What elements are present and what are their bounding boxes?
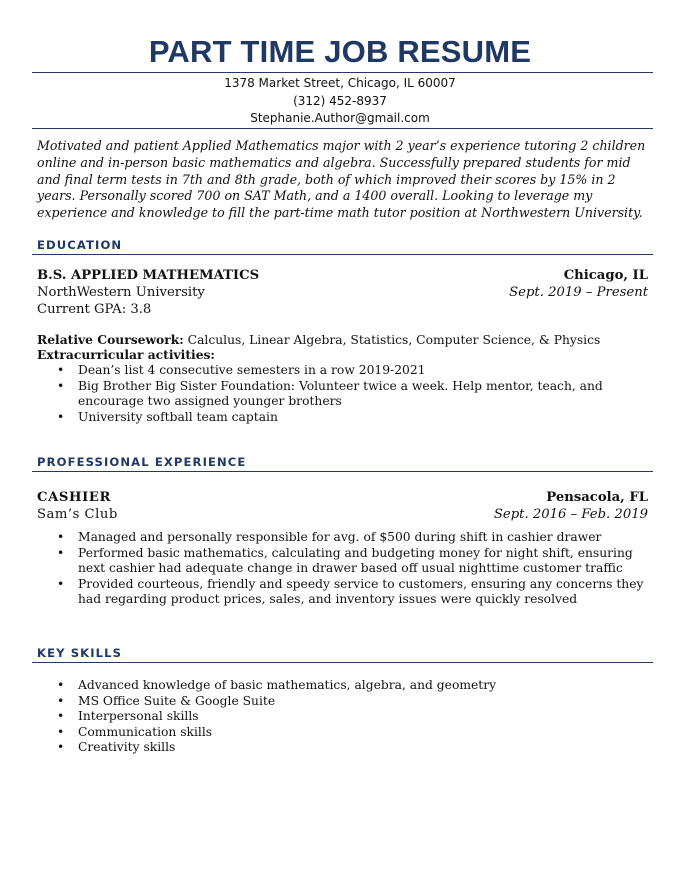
education-degree-row: [37, 267, 648, 284]
resume-title: PART TIME JOB RESUME: [148, 34, 532, 69]
bullet-icon: •: [57, 740, 65, 755]
degree-name: B.S. APPLIED MATHEMATICS: [37, 268, 260, 283]
contact-divider: [32, 128, 653, 129]
bullet-icon: •: [57, 724, 65, 739]
list-item: [37, 363, 648, 379]
education-school-row: [37, 284, 648, 301]
job-location: Pensacola, FL: [546, 490, 648, 505]
bullet-icon: •: [57, 409, 65, 424]
bullet-icon: •: [57, 709, 65, 724]
bullet-icon: •: [57, 363, 65, 377]
activities-list: [37, 363, 648, 425]
list-item: [37, 379, 648, 410]
list-item: [37, 678, 648, 694]
skill-text: MS Office Suite & Google Suite: [78, 693, 276, 708]
skill-text: Creativity skills: [78, 740, 176, 755]
experience-title-row: [37, 489, 648, 506]
experience-bullet-text: Performed basic mathematics, calculating and budgeting money for night shift, ensuring next cashier had adequate change in drawer based off usual nighttime customer traffic: [78, 545, 633, 576]
experience-employer-row: [37, 506, 648, 523]
education-location: Chicago, IL: [563, 268, 648, 283]
coursework-line: [37, 332, 648, 348]
skills-divider: [32, 662, 653, 663]
skill-text: Interpersonal skills: [78, 709, 199, 724]
list-item: [37, 530, 648, 546]
contact-address: 1378 Market Street, Chicago, IL 60007: [224, 76, 456, 90]
list-item: [37, 725, 648, 741]
contact-phone: (312) 452-8937: [293, 94, 387, 108]
education-divider: [32, 254, 653, 255]
title-divider: [32, 72, 653, 73]
bullet-icon: •: [57, 378, 65, 393]
experience-bullet-text: Provided courteous, friendly and speedy service to customers, ensuring any concerns they had regarding product prices, sales, and inventory issues were quickly resolved: [78, 576, 644, 607]
section-heading-experience: PROFESSIONAL EXPERIENCE: [37, 455, 247, 469]
skill-text: Communication skills: [78, 724, 213, 739]
education-gpa: Current GPA: 3.8: [37, 302, 152, 317]
section-heading-education: EDUCATION: [37, 238, 123, 252]
school-name: NorthWestern University: [37, 285, 205, 300]
activity-text: University softball team captain: [78, 409, 278, 424]
list-item: [37, 694, 648, 710]
experience-bullets: [37, 530, 648, 608]
skill-text: Advanced knowledge of basic mathematics, algebra, and geometry: [78, 678, 497, 692]
contact-email: Stephanie.Author@gmail.com: [250, 111, 430, 125]
coursework-text: Calculus, Linear Algebra, Statistics, Computer Science, & Physics: [183, 333, 601, 347]
job-title: CASHIER: [37, 490, 112, 505]
list-item: [37, 410, 648, 426]
education-dates: Sept. 2019 – Present: [509, 285, 648, 300]
activity-text: Big Brother Big Sister Foundation: Volunteer twice a week. Help mentor, teach, and encourage two assigned younger brothers: [78, 378, 603, 409]
employer-name: Sam’s Club: [37, 507, 118, 522]
job-dates: Sept. 2016 – Feb. 2019: [493, 507, 648, 522]
list-item: [37, 577, 648, 608]
section-heading-skills: KEY SKILLS: [37, 646, 123, 660]
coursework-label: Relative Coursework:: [37, 332, 184, 347]
experience-divider: [32, 471, 653, 472]
list-item: [37, 709, 648, 725]
bullet-icon: •: [57, 545, 65, 560]
experience-bullet-text: Managed and personally responsible for avg. of $500 during shift in cashier drawer: [78, 530, 602, 544]
bullet-icon: •: [57, 576, 65, 591]
skills-list: [37, 678, 648, 756]
professional-summary: Motivated and patient Applied Mathematics major with 2 year’s experience tutoring 2 children online and in-person basic mathematics and algebra. Successfully prepared students for mid and final term tests in 7th and 8th grade, both of which improved their scores by 15% in 2 years. Personally scored 700 on SAT Math, and a 1400 overall. Looking to leverage my experience and knowledge to fill the part-time math tutor position at Northwestern University.: [37, 138, 646, 221]
list-item: [37, 740, 648, 756]
extracurricular-label: Extracurricular activities:: [37, 347, 215, 362]
bullet-icon: •: [57, 530, 65, 544]
bullet-icon: •: [57, 693, 65, 708]
list-item: [37, 546, 648, 577]
bullet-icon: •: [57, 678, 65, 692]
activity-text: Dean’s list 4 consecutive semesters in a row 2019-2021: [78, 363, 426, 377]
